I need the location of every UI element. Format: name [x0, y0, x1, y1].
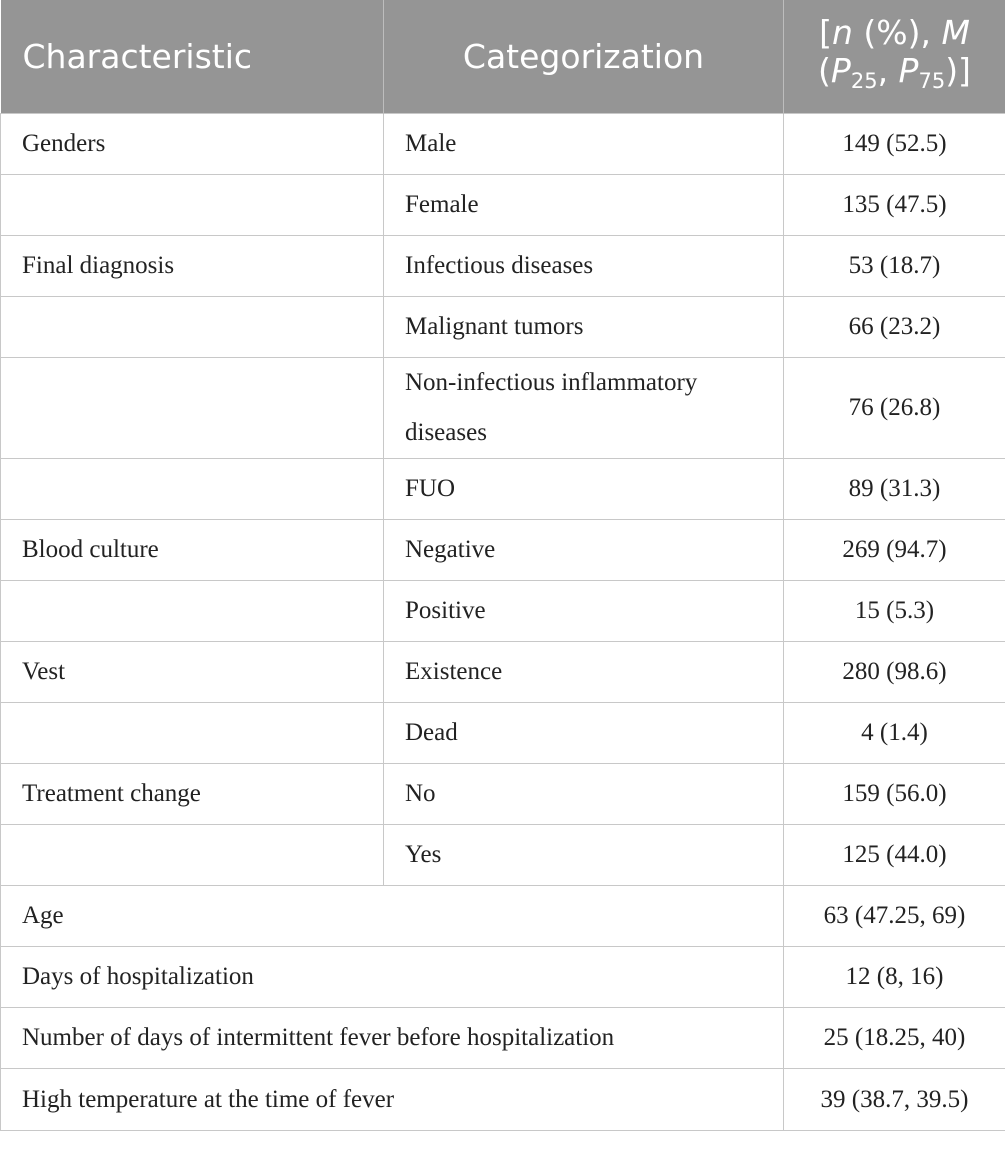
table-row — [1, 459, 1005, 520]
category-cell: Yes — [384, 825, 784, 886]
value-cell: 76 (26.8) — [784, 358, 1005, 459]
span-label-cell: Number of days of intermittent fever before hospitalization — [1, 1008, 784, 1069]
value-cell: 25 (18.25, 40) — [784, 1008, 1005, 1069]
header-categorization: Categorization — [384, 0, 784, 114]
table-row — [1, 825, 1005, 886]
header-value: [n (%), M ($P_{25}$, $P_{75}$)] — [784, 0, 1005, 114]
table-row — [1, 764, 1005, 825]
span-label-cell: High temperature at the time of fever — [1, 1069, 784, 1131]
category-cell: Malignant tumors — [384, 297, 784, 358]
characteristic-cell — [1, 297, 384, 358]
value-cell: 15 (5.3) — [784, 581, 1005, 642]
table-row — [1, 358, 1005, 459]
category-cell: Positive — [384, 581, 784, 642]
span-label-cell: Age — [1, 886, 784, 947]
characteristic-cell — [1, 825, 384, 886]
category-cell: Dead — [384, 703, 784, 764]
category-cell: Non-infectious inflammatory diseases — [384, 358, 784, 459]
category-cell: Female — [384, 175, 784, 236]
table-row — [1, 1008, 1005, 1069]
characteristic-cell: Treatment change — [1, 764, 384, 825]
value-cell: 280 (98.6) — [784, 642, 1005, 703]
table-row — [1, 520, 1005, 581]
category-cell: Male — [384, 114, 784, 175]
value-cell: 135 (47.5) — [784, 175, 1005, 236]
span-label-cell: Days of hospitalization — [1, 947, 784, 1008]
category-cell: FUO — [384, 459, 784, 520]
characteristic-cell: Final diagnosis — [1, 236, 384, 297]
value-cell: 4 (1.4) — [784, 703, 1005, 764]
characteristic-cell: Genders — [1, 114, 384, 175]
header-characteristic: Characteristic — [1, 0, 384, 114]
characteristic-cell — [1, 358, 384, 459]
table-row — [1, 236, 1005, 297]
header-row — [1, 0, 1005, 114]
value-cell: 53 (18.7) — [784, 236, 1005, 297]
table-row — [1, 297, 1005, 358]
characteristic-cell — [1, 175, 384, 236]
table-row — [1, 114, 1005, 175]
table-row — [1, 703, 1005, 764]
category-cell: Negative — [384, 520, 784, 581]
table-row — [1, 947, 1005, 1008]
table-row — [1, 175, 1005, 236]
value-cell: 63 (47.25, 69) — [784, 886, 1005, 947]
table-row — [1, 642, 1005, 703]
value-cell: 89 (31.3) — [784, 459, 1005, 520]
characteristic-cell: Blood culture — [1, 520, 384, 581]
category-cell: Existence — [384, 642, 784, 703]
characteristic-cell: Vest — [1, 642, 384, 703]
value-cell: 12 (8, 16) — [784, 947, 1005, 1008]
value-cell: 125 (44.0) — [784, 825, 1005, 886]
table-row — [1, 886, 1005, 947]
category-cell: No — [384, 764, 784, 825]
table-row — [1, 581, 1005, 642]
value-cell: 159 (56.0) — [784, 764, 1005, 825]
value-cell: 149 (52.5) — [784, 114, 1005, 175]
table-row — [1, 1069, 1005, 1131]
characteristic-cell — [1, 703, 384, 764]
value-cell: 66 (23.2) — [784, 297, 1005, 358]
characteristic-cell — [1, 581, 384, 642]
value-cell: 39 (38.7, 39.5) — [784, 1069, 1005, 1131]
value-cell: 269 (94.7) — [784, 520, 1005, 581]
category-cell: Infectious diseases — [384, 236, 784, 297]
characteristic-cell — [1, 459, 384, 520]
